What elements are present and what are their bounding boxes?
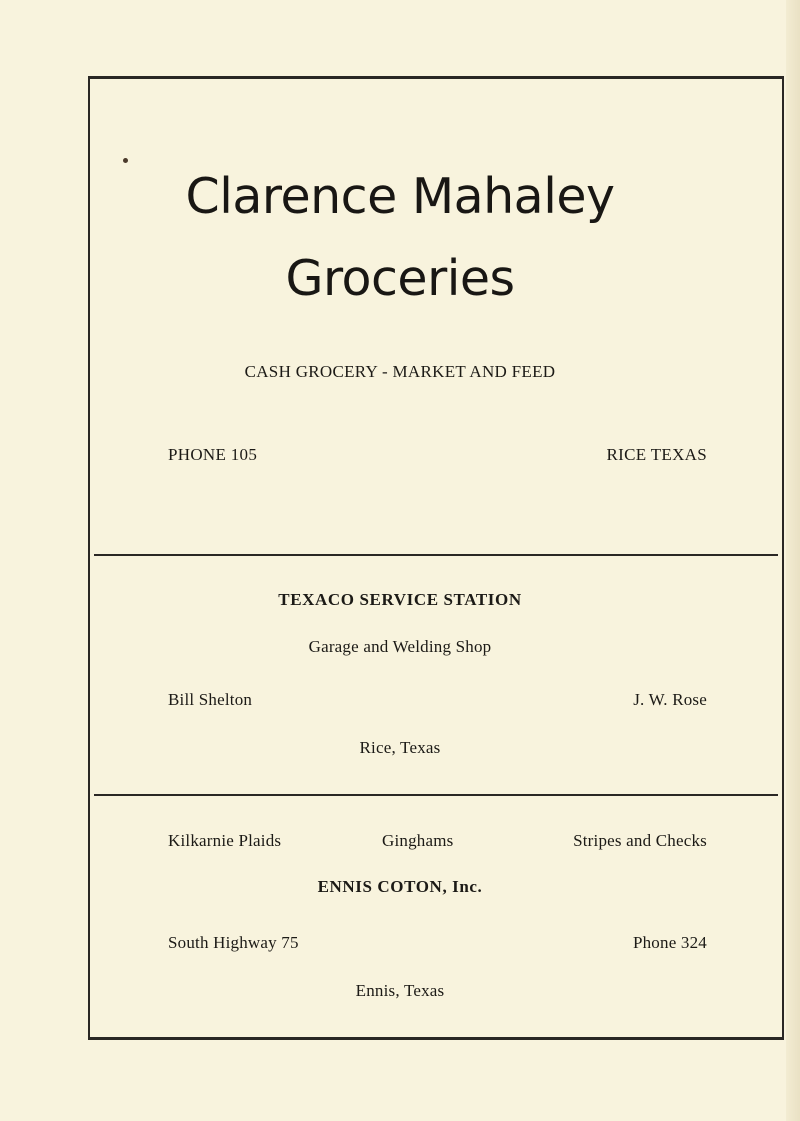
ad3-item2: Ginghams [382, 831, 454, 850]
ad2-heading: TEXACO SERVICE STATION [278, 590, 522, 609]
section-divider [94, 794, 778, 796]
ad3-item3: Stripes and Checks [573, 831, 707, 850]
ad2-subheading: Garage and Welding Shop [308, 637, 492, 656]
ad1-location: RICE TEXAS [606, 445, 707, 464]
ad1-title-line1: Clarence Mahaley [185, 168, 615, 225]
ad1-phone: PHONE 105 [168, 445, 258, 464]
ink-speck [123, 158, 128, 163]
ad3-address: South Highway 75 [168, 933, 299, 952]
ad3-phone: Phone 324 [632, 933, 707, 952]
ad2-location: Rice, Texas [359, 738, 441, 757]
ad2-name-right: J. W. Rose [633, 690, 707, 709]
section-divider [94, 554, 778, 556]
ad1-title-line2: Groceries [285, 250, 515, 307]
ad3-item1: Kilkarnie Plaids [168, 831, 282, 850]
ad2-name-left: Bill Shelton [168, 690, 253, 709]
ad3-company: ENNIS COTON, Inc. [317, 877, 483, 896]
ad1-tagline: CASH GROCERY - MARKET AND FEED [244, 362, 556, 381]
ad3-location: Ennis, Texas [355, 981, 445, 1000]
